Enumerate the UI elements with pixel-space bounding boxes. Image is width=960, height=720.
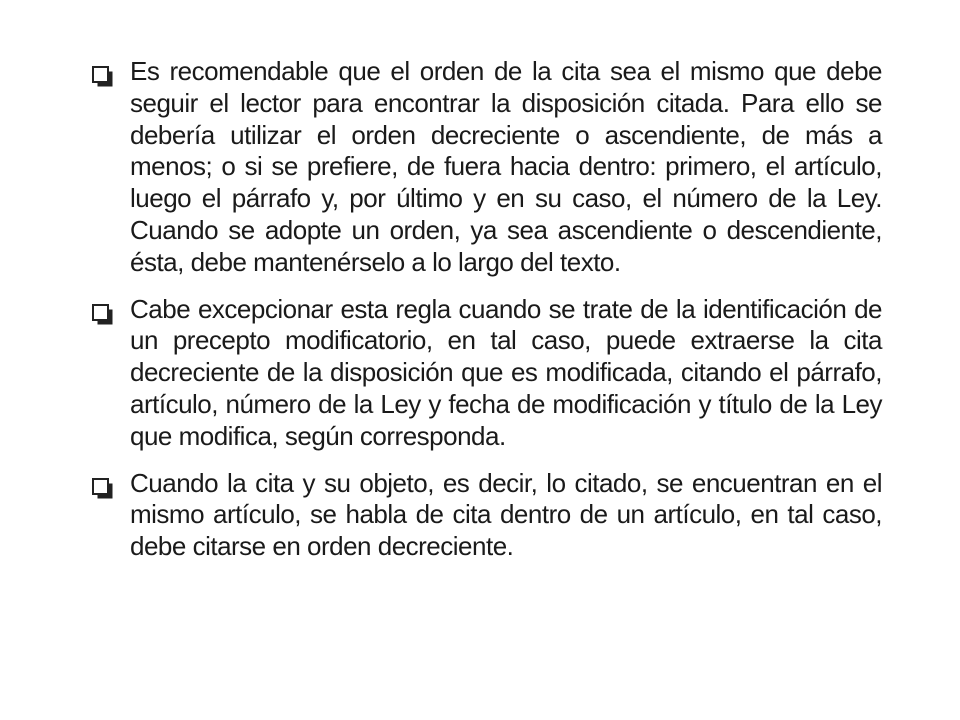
- bullet-item-1: [92, 56, 882, 279]
- bullet-text: Es recomendable que el orden de la cita sea el mismo que debe seguir el lector para encontrar la disposición citada. Para ello se debería utilizar el orden decreciente o ascendiente, de más a menos; o si se prefiere, de fuera hacia dentro: primero, el artículo, luego el párrafo y, por último y en su caso, el número de la Ley. Cuando se adopte un orden, ya sea ascendiente o descendiente, ésta, debe mantenérselo a lo largo del texto.: [130, 56, 882, 277]
- bullet-list: [92, 56, 882, 578]
- bullet-text: Cuando la cita y su objeto, es decir, lo citado, se encuentran en el mismo artículo, se habla de cita dentro de un artículo, en tal caso, debe citarse en orden decreciente.: [130, 467, 882, 562]
- checkbox-square-icon: [92, 294, 130, 326]
- bullet-text: Cabe excepcionar esta regla cuando se trate de la identificación de un precepto modificatorio, en tal caso, puede extraerse la cita decreciente de la disposición que es modificada, citando el párrafo, artículo, número de la Ley y fecha de modificación y título de la Ley que modifica, según corresponda.: [130, 293, 882, 451]
- bullet-item-2: [92, 294, 882, 453]
- bullet-item-3: [92, 468, 882, 563]
- checkbox-square-icon: [92, 56, 130, 88]
- checkbox-square-icon: [92, 468, 130, 500]
